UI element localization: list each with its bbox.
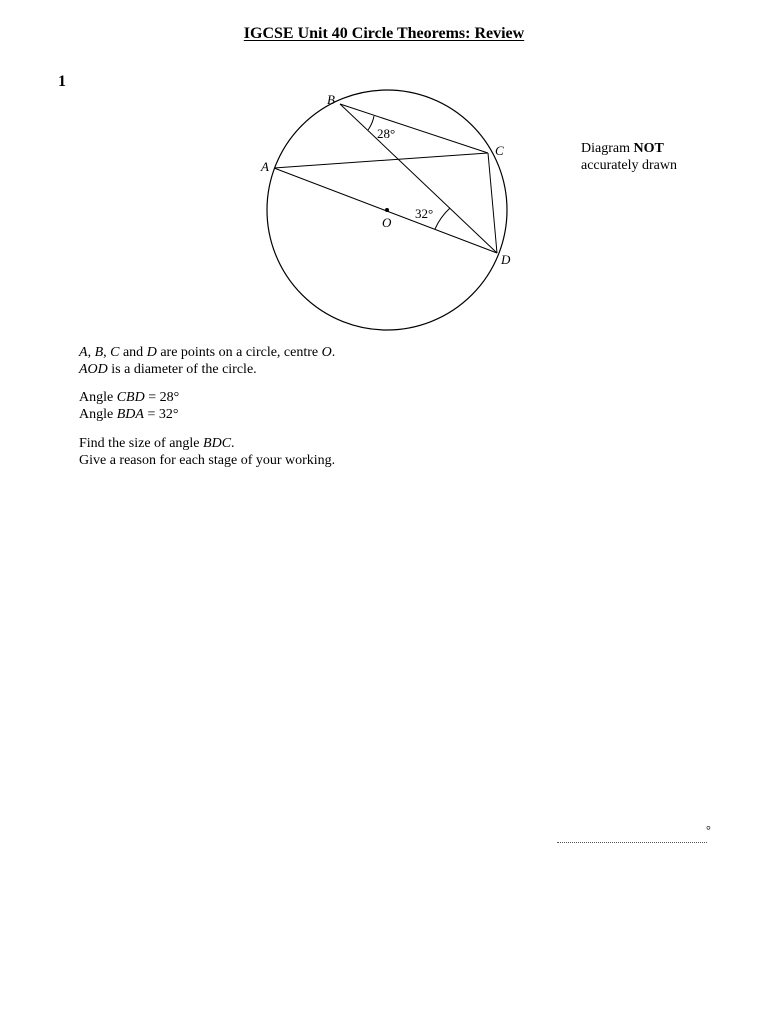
label-o: O — [382, 215, 392, 230]
label-b: B — [327, 92, 335, 107]
angle-prefix-text: Angle — [79, 390, 117, 405]
angle-label-cbd: 28° — [377, 126, 396, 141]
diameter-description-text: is a diameter of the circle. — [107, 362, 257, 377]
task-prefix-text: Find the size of angle — [79, 436, 204, 451]
label-a: A — [261, 159, 269, 174]
point-b-text: B — [94, 345, 104, 360]
given-angle-cbd — [79, 389, 179, 406]
angle-label-bda: 32° — [415, 206, 434, 221]
page-title-text: IGCSE Unit 40 Circle Theorems: Review — [243, 25, 525, 42]
period-text: . — [231, 436, 235, 451]
point-c-text: C — [110, 345, 120, 360]
paragraph-1-line-2 — [79, 361, 335, 378]
question-paragraph-2 — [79, 389, 179, 423]
point-d-text: D — [146, 345, 157, 360]
centre-dot — [385, 208, 389, 212]
chord-ac — [274, 153, 488, 168]
question-paragraph-3 — [79, 435, 335, 469]
angle-name-text: CBD — [116, 390, 145, 405]
period-text: . — [331, 345, 336, 360]
angle-arc-cbd — [368, 116, 374, 130]
angle-name-text: BDA — [116, 407, 144, 422]
diagram-note — [581, 140, 677, 174]
centre-o-text: O — [321, 345, 332, 360]
angle-arc-bda — [435, 208, 450, 229]
chord-bc — [340, 104, 488, 153]
diagram-note-prefix: Diagram — [581, 141, 634, 156]
task-line — [79, 435, 335, 452]
given-angle-bda — [79, 406, 179, 423]
separator-text: , — [87, 345, 95, 360]
chord-cd — [488, 153, 497, 253]
angle-value-text: = 28° — [144, 390, 180, 405]
question-paragraph-1 — [79, 344, 335, 378]
reason-instruction-line: Give a reason for each stage of your working. — [79, 453, 336, 468]
target-angle-text: BDC — [203, 436, 232, 451]
diagram-note-line2: accurately drawn — [581, 158, 677, 173]
answer-degree-unit: ° — [706, 823, 711, 837]
diagram-note-emphasis: NOT — [633, 141, 664, 156]
and-text: and — [119, 345, 147, 360]
angle-value-text: = 32° — [143, 407, 179, 422]
angle-prefix-text: Angle — [79, 407, 117, 422]
label-c: C — [495, 143, 504, 158]
points-description-text: are points on a circle, centre — [156, 345, 322, 360]
paragraph-1-line-1 — [79, 344, 335, 361]
question-number: 1 — [58, 73, 66, 90]
diameter-name-text: AOD — [79, 362, 108, 377]
label-d: D — [501, 252, 511, 267]
separator-text: , — [103, 345, 111, 360]
diagram-note-line1 — [581, 140, 677, 157]
point-a-text: A — [79, 345, 88, 360]
answer-line[interactable] — [557, 842, 707, 843]
